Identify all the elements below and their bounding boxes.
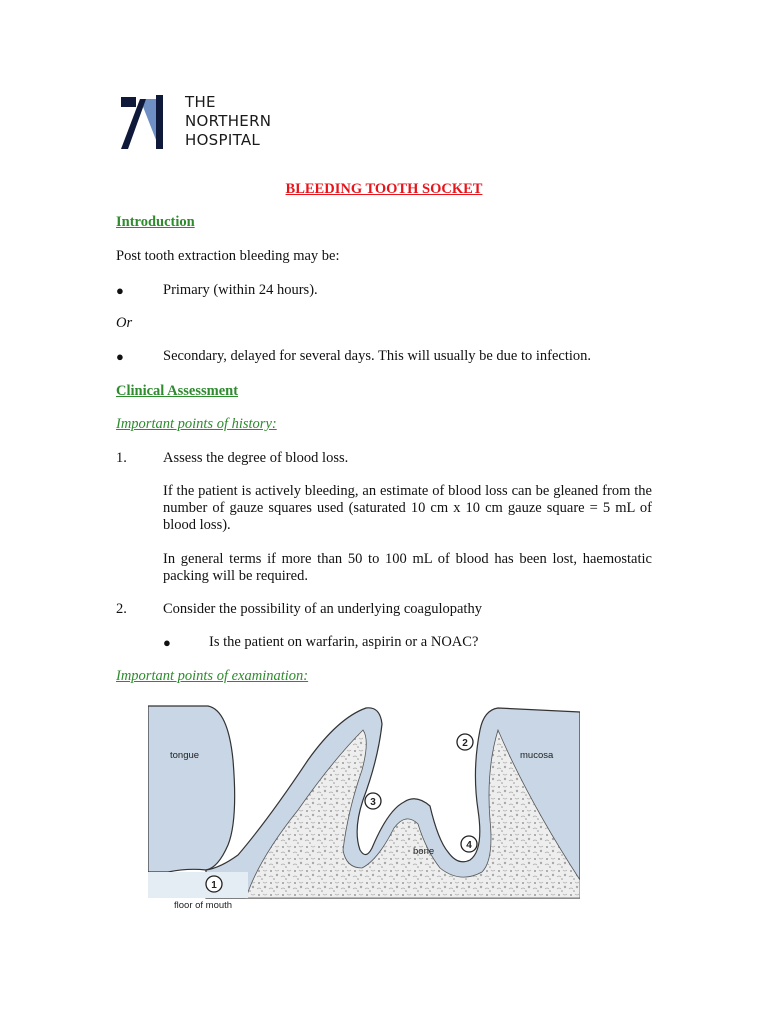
blood-loss-item: Assess the degree of blood loss. <box>163 450 349 466</box>
hospital-logo <box>116 93 286 151</box>
secondary-bleeding-item: Secondary, delayed for several days. This will usually be due to infection. <box>163 348 592 364</box>
floor-of-mouth-label: floor of mouth <box>174 900 233 911</box>
tooth-socket-diagram <box>148 700 580 915</box>
logo-line-2: NORTHERN <box>185 112 272 130</box>
logo-wordmark <box>185 93 271 150</box>
list-number-2: 2. <box>116 601 127 617</box>
introduction-heading: Introduction <box>116 214 195 230</box>
svg-text:1: 1 <box>211 880 217 891</box>
svg-text:4: 4 <box>466 840 472 851</box>
mucosa-label: mucosa <box>520 750 554 761</box>
clinical-assessment-heading: Clinical Assessment <box>116 383 239 399</box>
svg-text:3: 3 <box>370 797 376 808</box>
primary-bleeding-item: Primary (within 24 hours). <box>163 282 318 298</box>
marker-2 <box>457 734 473 750</box>
marker-4 <box>461 836 477 852</box>
logo-line-1: THE <box>185 93 216 111</box>
tongue-label: tongue <box>170 750 200 761</box>
document-title: BLEEDING TOOTH SOCKET <box>285 181 483 197</box>
coagulopathy-item: Consider the possibility of an underlying coagulopathy <box>163 601 482 617</box>
marker-1 <box>206 876 222 892</box>
marker-3 <box>365 793 381 809</box>
haemostatic-packing-paragraph: In general terms if more than 50 to 100 mL of blood has been lost, haemostatic packing will be required. <box>163 551 652 584</box>
examination-subheading: Important points of examination: <box>116 668 309 684</box>
bullet-icon: ● <box>163 635 171 650</box>
svg-text:2: 2 <box>462 738 468 749</box>
or-text: Or <box>116 315 133 331</box>
bullet-icon: ● <box>116 349 124 364</box>
history-subheading: Important points of history: <box>116 416 277 432</box>
blood-loss-estimate-paragraph: If the patient is actively bleeding, an estimate of blood loss can be gleaned from the number of gauze squares used (saturated 10 cm x 10 cm gauze square = 5 mL of blood loss). <box>163 483 652 533</box>
bullet-icon: ● <box>116 283 124 298</box>
bone-label: bone <box>413 846 435 857</box>
intro-lead-text: Post tooth extraction bleeding may be: <box>116 248 340 264</box>
anticoagulant-question: Is the patient on warfarin, aspirin or a NOAC? <box>209 634 479 650</box>
tongue-region <box>148 706 235 872</box>
northern-hospital-logo-icon <box>116 93 176 151</box>
list-number-1: 1. <box>116 450 127 466</box>
logo-line-3: HOSPITAL <box>185 131 261 149</box>
